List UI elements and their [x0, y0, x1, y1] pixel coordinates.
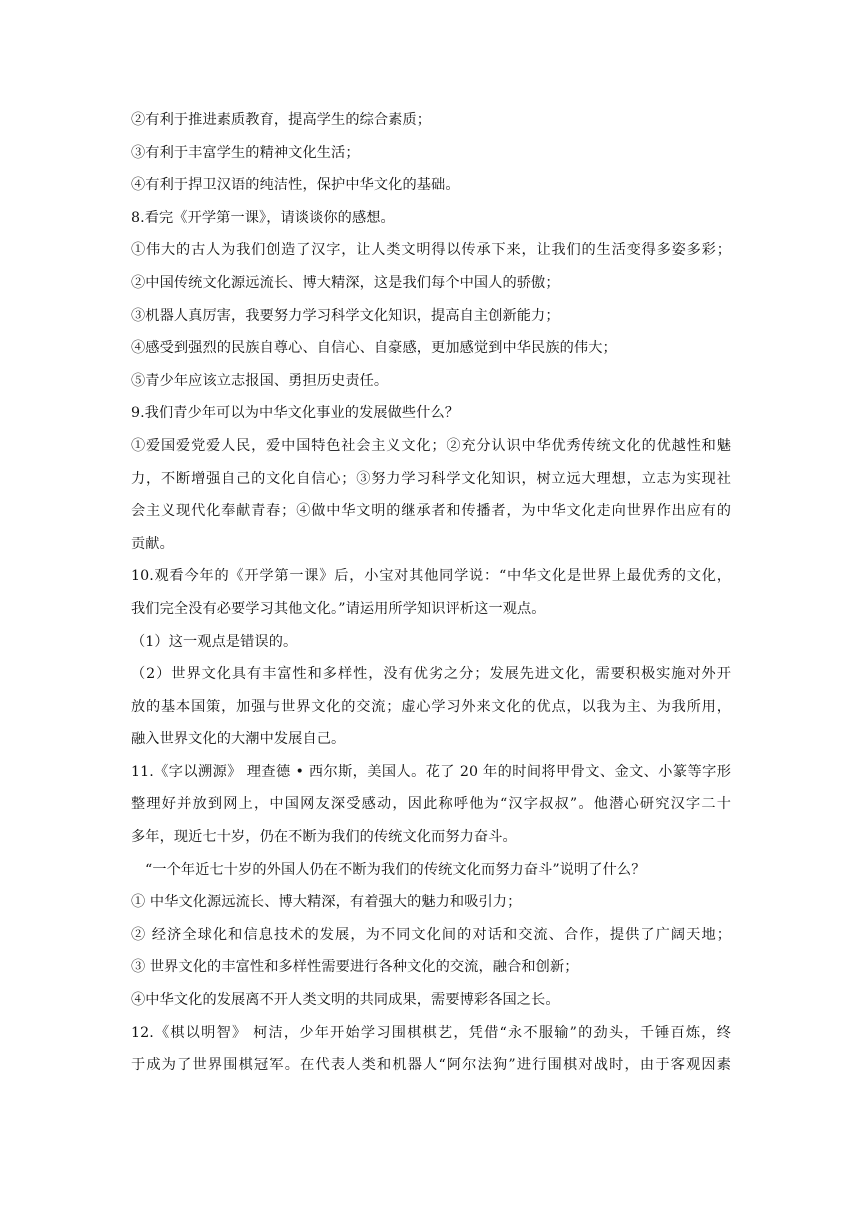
- question-9: 9.我们青少年可以为中华文化事业的发展做些什么？: [131, 405, 460, 422]
- q8-answer-1: ①伟大的古人为我们创造了汉字，让人类文明得以传承下来，让我们的生活变得多姿多彩；: [131, 242, 731, 259]
- q9-answer-line: 贡献。: [131, 535, 174, 552]
- q11-answer-4: ④中华文化的发展离不开人类文明的共同成果，需要博彩各国之长。: [131, 992, 560, 1009]
- question-11: 11.《字以溯源》 理查德 • 西尔斯，美国人。花了 20 年的时间将甲骨文、金文、小篆等字形: [131, 763, 731, 780]
- q8-answer-5: ⑤青少年应该立志报国、勇担历史责任。: [131, 372, 389, 389]
- q11-answer-1: ① 中华文化源远流长、博大精深，有着强大的魅力和吸引力；: [131, 894, 522, 911]
- question-10: 10.观看今年的《开学第一课》后，小宝对其他同学说：“中华文化是世界上最优秀的文化，: [131, 568, 731, 585]
- question-12: 12.《棋以明智》 柯洁，少年开始学习围棋棋艺，凭借“永不服输”的劲头，千锤百炼，终: [131, 1024, 731, 1041]
- answer-line-3: ③有利于丰富学生的精神文化生活；: [131, 144, 360, 161]
- question-11-prompt: “一个年近七十岁的外国人仍在不断为我们的传统文化而努力奋斗”说明了什么？: [145, 861, 646, 878]
- document-body: [131, 104, 731, 1082]
- q11-answer-3: ③ 世界文化的丰富性和多样性需要进行各种文化的交流，融合和创新；: [131, 959, 579, 976]
- q8-answer-4: ④感受到强烈的民族自尊心、自信心、自豪感，更加感觉到中华民族的伟大；: [131, 340, 617, 357]
- question-8: 8.看完《开学第一课》，请谈谈你的感想。: [131, 209, 395, 226]
- answer-line-2: ②有利于推进素质教育，提高学生的综合素质；: [131, 112, 432, 128]
- question-10-cont: 我们完全没有必要学习其他文化。”请运用所学知识评析这一观点。: [131, 600, 546, 617]
- question-11-cont: 多年，现近七十岁，仍在不断为我们的传统文化而努力奋斗。: [131, 829, 517, 846]
- answer-line-4: ④有利于捍卫汉语的纯洁性，保护中华文化的基础。: [131, 177, 460, 194]
- q10-answer-2-cont: 放的基本国策，加强与世界文化的交流；虚心学习外来文化的优点，以我为主、为我所用，: [131, 698, 731, 715]
- q11-answer-2: ② 经济全球化和信息技术的发展，为不同文化间的对话和交流、合作，提供了广阔天地；: [131, 926, 731, 943]
- q9-answer-line: 会主义现代化奉献青春；④做中华文明的继承者和传播者，为中华文化走向世界作出应有的: [131, 503, 731, 520]
- q8-answer-3: ③机器人真厉害，我要努力学习科学文化知识，提高自主创新能力；: [131, 307, 560, 324]
- q9-answer-line: ①爱国爱党爱人民，爱中国特色社会主义文化；②充分认识中华优秀传统文化的优越性和魅: [131, 437, 731, 454]
- q10-answer-1: （1）这一观点是错误的。: [131, 633, 298, 650]
- question-11-cont: 整理好并放到网上，中国网友深受感动，因此称呼他为“汉字叔叔”。他潜心研究汉字二十: [131, 796, 731, 813]
- q9-answer-line: 力，不断增强自己的文化自信心；③努力学习科学文化知识，树立远大理想，立志为实现社: [131, 470, 731, 487]
- q8-answer-2: ②中国传统文化源远流长、博大精深，这是我们每个中国人的骄傲；: [131, 274, 560, 291]
- q10-answer-2: （2）世界文化具有丰富性和多样性，没有优劣之分；发展先进文化，需要积极实施对外开: [131, 666, 731, 683]
- q10-answer-2-cont: 融入世界文化的大潮中发展自己。: [131, 731, 346, 748]
- question-12-cont: 于成为了世界围棋冠军。在代表人类和机器人“阿尔法狗”进行围棋对战时，由于客观因素: [131, 1057, 731, 1074]
